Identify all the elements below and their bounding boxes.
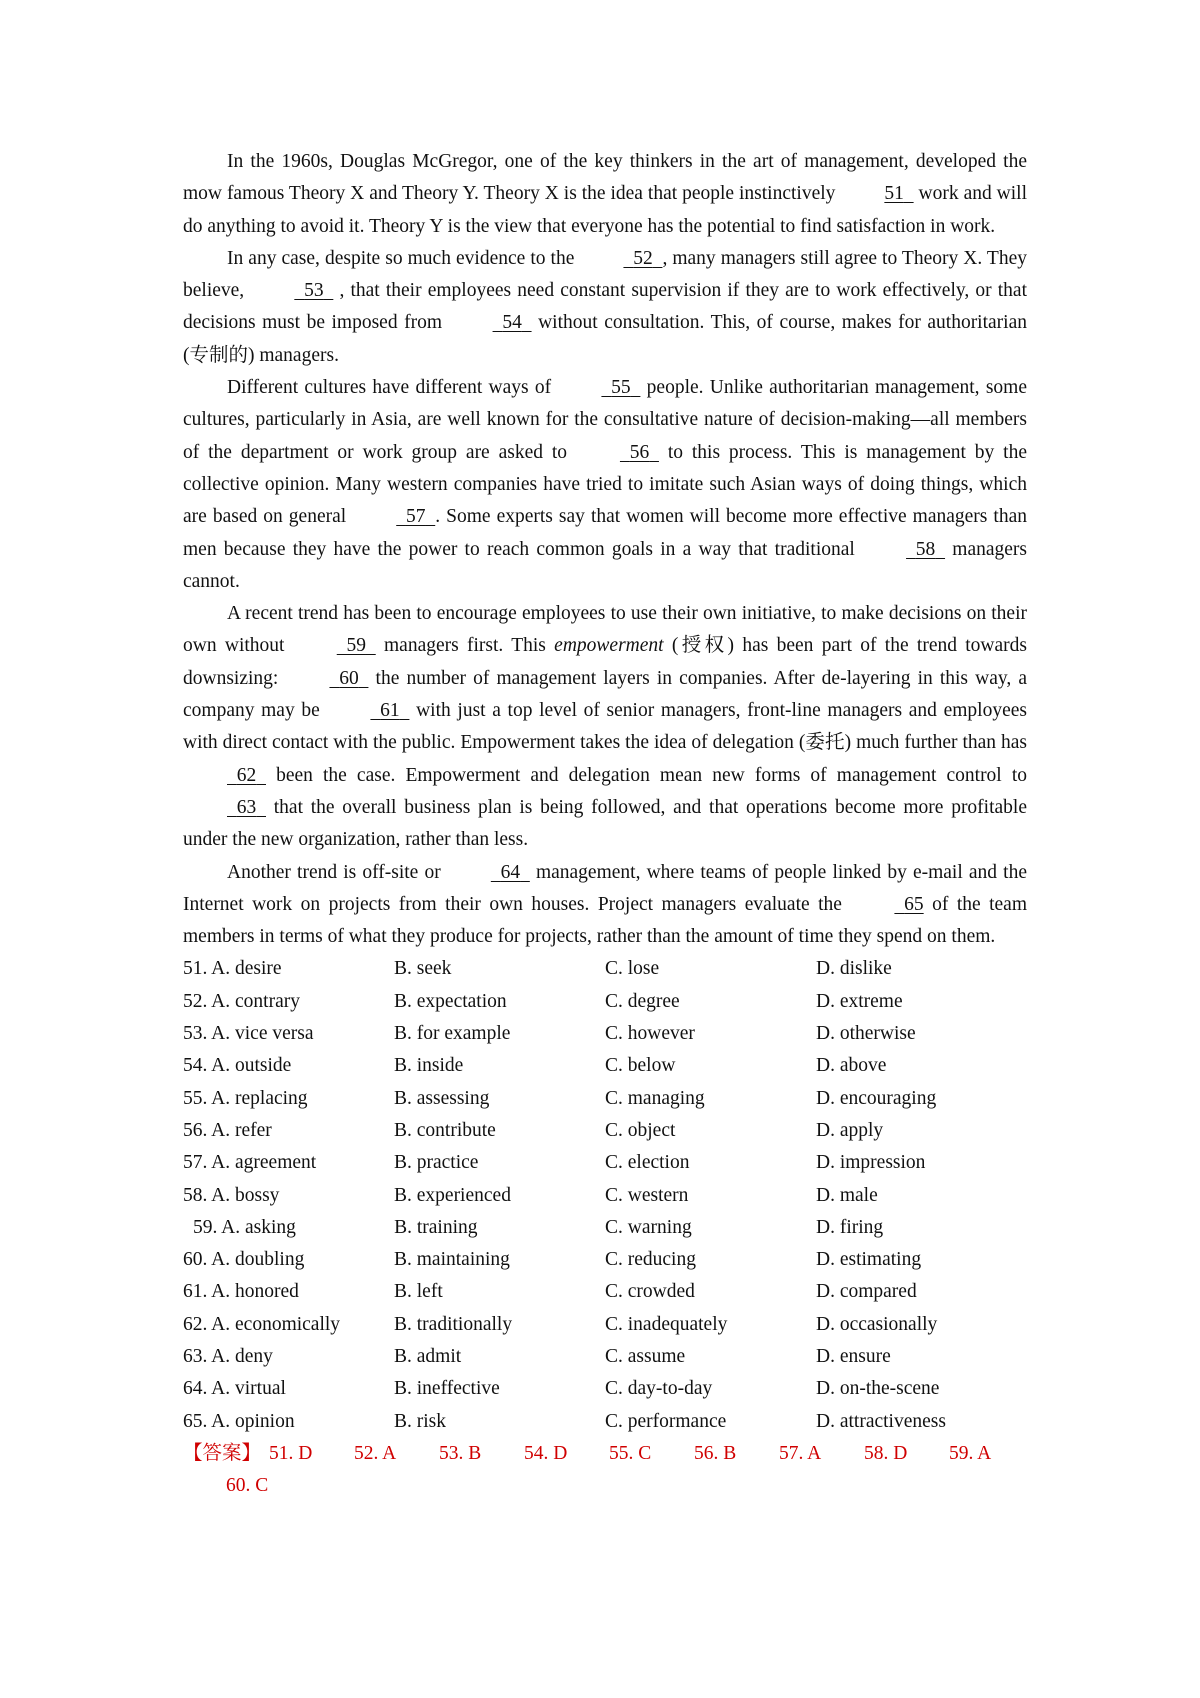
blank-53: 53 <box>304 280 324 302</box>
option-b: B. admit <box>394 1345 462 1367</box>
document-page <box>183 146 1027 1502</box>
option-d: D. estimating <box>816 1249 922 1271</box>
question-52 <box>183 986 1027 1018</box>
question-59 <box>183 1212 1027 1244</box>
question-63 <box>183 1341 1027 1373</box>
option-d: D. otherwise <box>816 1023 916 1045</box>
answer-item: 60. C <box>226 1475 269 1497</box>
blank-59: 59 <box>346 635 366 657</box>
option-d: D. above <box>816 1055 887 1077</box>
text: with just a top level of senior managers, front-line managers and employees with direct contact with the public. Empowerment takes the idea of delegation (委托) much further than has <box>183 700 1027 754</box>
option-d: D. on-the-scene <box>816 1378 940 1400</box>
answer-item: 52. A <box>354 1442 397 1464</box>
option-d: D. ensure <box>816 1345 891 1367</box>
option-d: D. impression <box>816 1152 926 1174</box>
option-b: B. experienced <box>394 1184 511 1206</box>
paragraph-1 <box>183 146 1027 243</box>
question-64 <box>183 1373 1027 1405</box>
option-c: C. lose <box>605 958 660 980</box>
option-a: 53. A. vice versa <box>183 1023 314 1045</box>
question-57 <box>183 1147 1027 1179</box>
option-c: C. reducing <box>605 1249 696 1271</box>
paragraph-4 <box>183 598 1027 856</box>
text: managers cannot. <box>183 538 1027 592</box>
question-56 <box>183 1115 1027 1147</box>
paragraph-5 <box>183 857 1027 954</box>
option-a: 65. A. opinion <box>183 1410 295 1432</box>
option-b: B. ineffective <box>394 1378 500 1400</box>
option-d: D. dislike <box>816 958 892 980</box>
text: of the team members in terms of what they produce for projects, rather than the amount of time they spend on them. <box>183 893 1028 948</box>
question-60 <box>183 1244 1027 1276</box>
option-a: 55. A. replacing <box>183 1087 308 1109</box>
option-c: C. warning <box>605 1216 692 1238</box>
text: Different cultures have different ways of <box>227 377 558 399</box>
option-a: 62. A. economically <box>183 1313 341 1335</box>
text: that the overall business plan is being followed, and that operations become more profitable under the new organization, rather than less. <box>183 796 1027 851</box>
text: to this process. This is management by the collective opinion. Many western companies have tried to imitate such Asian ways of doing things, which are based on general <box>183 441 1027 528</box>
option-c: C. inadequately <box>605 1313 728 1335</box>
question-51 <box>183 953 1027 985</box>
option-a: 51. A. desire <box>183 958 282 980</box>
text: , that their employees need constant supervision if they are to work effectively, or that decisions must be imposed from <box>183 280 1027 334</box>
blank-54: 54 <box>502 312 522 334</box>
option-d: D. male <box>816 1184 878 1206</box>
option-a: 54. A. outside <box>183 1055 292 1077</box>
option-b: B. expectation <box>394 990 507 1012</box>
question-54 <box>183 1050 1027 1082</box>
option-c: C. object <box>605 1119 676 1141</box>
answer-item: 56. B <box>694 1442 737 1464</box>
option-a: 56. A. refer <box>183 1119 272 1141</box>
option-d: D. apply <box>816 1119 884 1141</box>
option-a: 57. A. agreement <box>183 1152 317 1174</box>
option-c: C. day-to-day <box>605 1378 713 1400</box>
blank-55: 55 <box>611 377 631 399</box>
option-c: C. managing <box>605 1087 705 1109</box>
answer-item: 59. A <box>949 1442 992 1464</box>
blank-61: 61 <box>380 700 400 722</box>
option-c: C. however <box>605 1023 695 1045</box>
blank-63: 63 <box>236 796 257 818</box>
question-options <box>183 953 1027 1437</box>
question-55 <box>183 1083 1027 1115</box>
option-a: 63. A. deny <box>183 1345 273 1367</box>
option-b: B. training <box>394 1216 478 1238</box>
blank-60: 60 <box>339 667 359 689</box>
option-d: D. occasionally <box>816 1313 938 1335</box>
option-a: 64. A. virtual <box>183 1378 286 1400</box>
blank-57: 57 <box>405 506 426 528</box>
answer-item: 55. C <box>609 1442 652 1464</box>
emphasis-term: empowerment <box>554 635 664 657</box>
answer-item: 54. D <box>524 1442 568 1464</box>
answer-key-title: 【答案】 <box>183 1442 262 1464</box>
question-58 <box>183 1180 1027 1212</box>
blank-62: 62 <box>236 764 257 786</box>
option-b: B. left <box>394 1281 443 1303</box>
text: management, where teams of people linked by e-mail and the Internet work on projects from their own houses. Project managers evaluate the <box>183 861 1027 915</box>
text: been the case. Empowerment and delegation mean new forms of management control to <box>266 764 1027 786</box>
text: . Some experts say that women will become more effective managers than men because they have the power to reach common goals in a way that traditional <box>183 506 1027 560</box>
option-c: C. performance <box>605 1410 727 1432</box>
text: (授权) has been part of the trend towards downsizing: <box>183 635 1027 689</box>
option-c: C. below <box>605 1055 676 1077</box>
option-c: C. western <box>605 1184 689 1206</box>
option-c: C. degree <box>605 990 680 1012</box>
blank-58: 58 <box>915 538 936 560</box>
option-b: B. contribute <box>394 1119 496 1141</box>
text: , many managers still agree to Theory X. They believe, <box>183 247 1027 302</box>
option-c: C. election <box>605 1152 690 1174</box>
option-b: B. risk <box>394 1410 447 1432</box>
option-a: 60. A. doubling <box>183 1249 305 1271</box>
text: people. Unlike authoritarian management, some cultures, particularly in Asia, are well known for the consultative nature of decision-making—all members of the department or work group are asked to <box>183 377 1027 463</box>
option-d: D. compared <box>816 1281 917 1303</box>
option-b: B. practice <box>394 1152 479 1174</box>
option-d: D. extreme <box>816 990 903 1012</box>
blank-51: 51 <box>884 183 904 205</box>
option-a: 58. A. bossy <box>183 1184 280 1206</box>
paragraph-2 <box>183 243 1027 372</box>
blank-65: 65 <box>904 893 924 915</box>
blank-64: 64 <box>500 861 521 883</box>
option-d: D. attractiveness <box>816 1410 946 1432</box>
answer-item: 53. B <box>439 1442 482 1464</box>
option-d: D. firing <box>816 1216 884 1238</box>
option-b: B. assessing <box>394 1087 490 1109</box>
option-a: 61. A. honored <box>183 1281 299 1303</box>
question-61 <box>183 1276 1027 1308</box>
option-c: C. assume <box>605 1345 686 1367</box>
text: A recent trend has been to encourage employees to use their own initiative, to make decisions on their own without <box>183 603 1027 657</box>
text: In the 1960s, Douglas McGregor, one of the key thinkers in the art of management, developed the mow famous Theory X and Theory Y. Theory X is the idea that people instinctively <box>183 151 1027 205</box>
answer-key <box>183 1438 1027 1503</box>
question-65 <box>183 1406 1027 1438</box>
option-a: 52. A. contrary <box>183 990 300 1012</box>
option-a: 59. A. asking <box>193 1216 296 1238</box>
question-53 <box>183 1018 1027 1050</box>
option-d: D. encouraging <box>816 1087 937 1109</box>
text: the number of management layers in companies. After de-layering in this way, a company may be <box>183 667 1027 722</box>
text: managers first. This <box>375 635 555 657</box>
blank-52: 52 <box>633 247 653 269</box>
option-b: B. for example <box>394 1023 511 1045</box>
option-b: B. seek <box>394 958 452 980</box>
text: Another trend is off-site or <box>227 861 447 883</box>
paragraph-3 <box>183 372 1027 598</box>
answer-item: 51. D <box>269 1442 313 1464</box>
option-b: B. inside <box>394 1055 464 1077</box>
text: work and will do anything to avoid it. Theory Y is the view that everyone has the potential to find satisfaction in work. <box>183 183 1027 237</box>
answer-item: 57. A <box>779 1442 822 1464</box>
text: without consultation. This, of course, makes for authoritarian (专制的) managers. <box>183 312 1027 366</box>
question-62 <box>183 1309 1027 1341</box>
option-c: C. crowded <box>605 1281 695 1303</box>
blank-56: 56 <box>629 441 650 463</box>
text: In any case, despite so much evidence to the <box>227 247 580 269</box>
option-b: B. maintaining <box>394 1249 510 1271</box>
answer-item: 58. D <box>864 1442 908 1464</box>
option-b: B. traditionally <box>394 1313 513 1335</box>
